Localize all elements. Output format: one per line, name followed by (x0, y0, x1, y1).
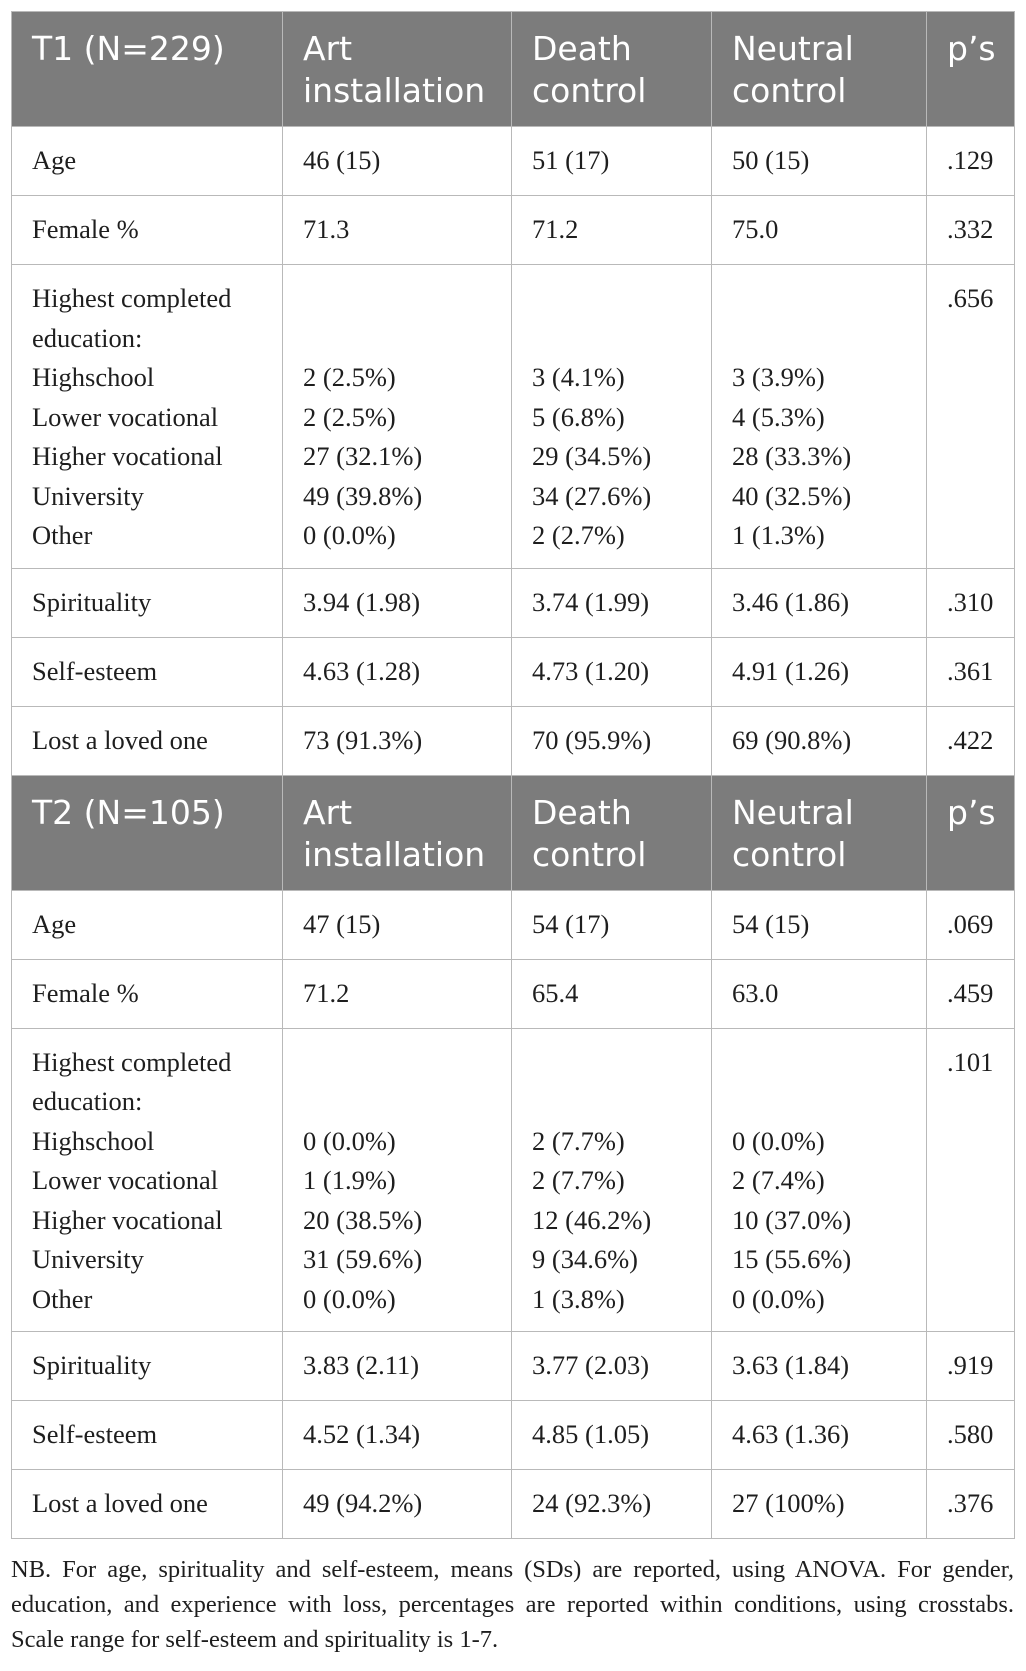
row-label: Age (12, 127, 283, 196)
column-header: p’s (927, 775, 1015, 890)
p-value-cell: .129 (927, 127, 1015, 196)
p-value-cell: .656 (927, 265, 1015, 569)
education-labels (12, 265, 283, 569)
table-cell: 4.63 (1.36) (712, 1401, 927, 1470)
column-header: Art installation (283, 12, 512, 127)
row-label: Lost a loved one (12, 1470, 283, 1539)
table-footnote: NB. For age, spirituality and self-esteem, means (SDs) are reported, using ANOVA. For gender, education, and experience with loss, percentages are reported within conditions, using crosstabs. Scale range for self-esteem and spirituality is 1-7. (11, 1556, 1014, 1653)
education-heading: Highest completed education: (32, 283, 232, 353)
education-value: 10 (37.0%) (732, 1204, 852, 1235)
education-value: 9 (34.6%) (532, 1244, 638, 1274)
table-cell: 3.83 (2.11) (283, 1332, 512, 1401)
education-value: 29 (34.5%) (532, 441, 652, 471)
education-value: 0 (0.0%) (303, 1125, 396, 1156)
demographics-table-container (11, 11, 1014, 1539)
column-header: Art installation (283, 775, 512, 890)
education-value: 28 (33.3%) (732, 441, 852, 471)
education-value: 2 (2.7%) (532, 520, 625, 550)
table-row (12, 890, 1015, 959)
education-value: 40 (32.5%) (732, 480, 852, 511)
row-label: Age (12, 890, 283, 959)
table-cell: 73 (91.3%) (283, 706, 512, 775)
table-cell: 63.0 (712, 959, 927, 1028)
education-values (712, 1028, 927, 1332)
spacer (303, 1043, 501, 1122)
education-level-label: Higher vocational (32, 1204, 223, 1235)
table-cell: 46 (15) (283, 127, 512, 196)
education-level-label: University (32, 480, 144, 511)
table-cell: 69 (90.8%) (712, 706, 927, 775)
education-value: 5 (6.8%) (532, 401, 625, 432)
table-cell: 47 (15) (283, 890, 512, 959)
education-values (512, 265, 712, 569)
table-row (12, 127, 1015, 196)
education-value: 2 (2.5%) (303, 362, 396, 392)
p-value-cell: .310 (927, 568, 1015, 637)
table-cell: 71.2 (283, 959, 512, 1028)
spacer (532, 1043, 701, 1122)
p-value-cell: .459 (927, 959, 1015, 1028)
education-level-label: Highschool (32, 362, 155, 392)
education-values (512, 1028, 712, 1332)
table-cell: 27 (100%) (712, 1470, 927, 1539)
p-value-cell: .580 (927, 1401, 1015, 1470)
education-level-label: Higher vocational (32, 441, 223, 471)
p-value-cell: .332 (927, 196, 1015, 265)
section-label: T1 (N=229) (12, 12, 283, 127)
table-cell: 4.73 (1.20) (512, 637, 712, 706)
table-row (12, 1401, 1015, 1470)
table-cell: 3.74 (1.99) (512, 568, 712, 637)
education-values (283, 265, 512, 569)
education-level-label: Lower vocational (32, 1165, 219, 1195)
p-value-cell: .919 (927, 1332, 1015, 1401)
education-value: 34 (27.6%) (532, 480, 652, 511)
education-heading: Highest completed education: (32, 1046, 232, 1116)
education-value: 2 (7.7%) (532, 1125, 625, 1156)
table-cell: 4.91 (1.26) (712, 637, 927, 706)
education-value: 1 (1.3%) (732, 520, 825, 550)
education-value: 12 (46.2%) (532, 1204, 652, 1235)
education-values (712, 265, 927, 569)
column-header: Death control (512, 12, 712, 127)
education-value: 0 (0.0%) (303, 520, 396, 550)
column-header: Death control (512, 775, 712, 890)
table-cell: 65.4 (512, 959, 712, 1028)
education-value: 0 (0.0%) (303, 1283, 396, 1314)
table-cell: 3.63 (1.84) (712, 1332, 927, 1401)
education-value: 3 (4.1%) (532, 362, 625, 392)
table-cell: 70 (95.9%) (512, 706, 712, 775)
table-cell: 51 (17) (512, 127, 712, 196)
education-value: 2 (7.4%) (732, 1165, 825, 1195)
table-row (12, 1470, 1015, 1539)
education-row (12, 1028, 1015, 1332)
table-cell: 71.3 (283, 196, 512, 265)
table-cell: 4.52 (1.34) (283, 1401, 512, 1470)
row-label: Spirituality (12, 1332, 283, 1401)
table-row (12, 706, 1015, 775)
education-value: 1 (3.8%) (532, 1283, 625, 1314)
education-level-label: Other (32, 520, 93, 550)
row-label: Female % (12, 959, 283, 1028)
row-label: Lost a loved one (12, 706, 283, 775)
section-label: T2 (N=105) (12, 775, 283, 890)
p-value-cell: .376 (927, 1470, 1015, 1539)
education-labels (12, 1028, 283, 1332)
table-cell: 24 (92.3%) (512, 1470, 712, 1539)
education-value: 2 (2.5%) (303, 401, 396, 432)
demographics-table (11, 11, 1015, 1539)
p-value-cell: .361 (927, 637, 1015, 706)
section-header-row (12, 12, 1015, 127)
table-cell: 3.46 (1.86) (712, 568, 927, 637)
education-value: 0 (0.0%) (732, 1125, 825, 1156)
spacer (732, 1043, 916, 1122)
p-value-cell: .101 (927, 1028, 1015, 1332)
column-header: Neutral control (712, 775, 927, 890)
spacer (732, 279, 916, 358)
table-cell: 50 (15) (712, 127, 927, 196)
education-row (12, 265, 1015, 569)
education-values (283, 1028, 512, 1332)
table-cell: 54 (17) (512, 890, 712, 959)
column-header: p’s (927, 12, 1015, 127)
table-row (12, 196, 1015, 265)
education-level-label: Other (32, 1283, 93, 1314)
education-value: 49 (39.8%) (303, 480, 423, 511)
table-cell: 4.85 (1.05) (512, 1401, 712, 1470)
table-cell: 4.63 (1.28) (283, 637, 512, 706)
table-cell: 75.0 (712, 196, 927, 265)
education-value: 0 (0.0%) (732, 1283, 825, 1314)
education-level-label: Highschool (32, 1125, 155, 1156)
table-cell: 3.77 (2.03) (512, 1332, 712, 1401)
education-value: 20 (38.5%) (303, 1204, 423, 1235)
education-value: 1 (1.9%) (303, 1165, 396, 1195)
education-value: 3 (3.9%) (732, 362, 825, 392)
table-cell: 71.2 (512, 196, 712, 265)
education-value: 4 (5.3%) (732, 401, 825, 432)
table-row (12, 959, 1015, 1028)
table-row (12, 1332, 1015, 1401)
table-cell: 54 (15) (712, 890, 927, 959)
table-row (12, 568, 1015, 637)
education-value: 2 (7.7%) (532, 1165, 625, 1195)
education-level-label: University (32, 1244, 144, 1274)
table-cell: 49 (94.2%) (283, 1470, 512, 1539)
table-row (12, 637, 1015, 706)
education-value: 15 (55.6%) (732, 1244, 852, 1274)
education-level-label: Lower vocational (32, 401, 219, 432)
row-label: Spirituality (12, 568, 283, 637)
education-value: 27 (32.1%) (303, 441, 423, 471)
table-cell: 3.94 (1.98) (283, 568, 512, 637)
row-label: Female % (12, 196, 283, 265)
spacer (303, 279, 501, 358)
section-header-row (12, 775, 1015, 890)
p-value-cell: .422 (927, 706, 1015, 775)
row-label: Self-esteem (12, 1401, 283, 1470)
education-value: 31 (59.6%) (303, 1244, 423, 1274)
p-value-cell: .069 (927, 890, 1015, 959)
spacer (532, 279, 701, 358)
column-header: Neutral control (712, 12, 927, 127)
row-label: Self-esteem (12, 637, 283, 706)
